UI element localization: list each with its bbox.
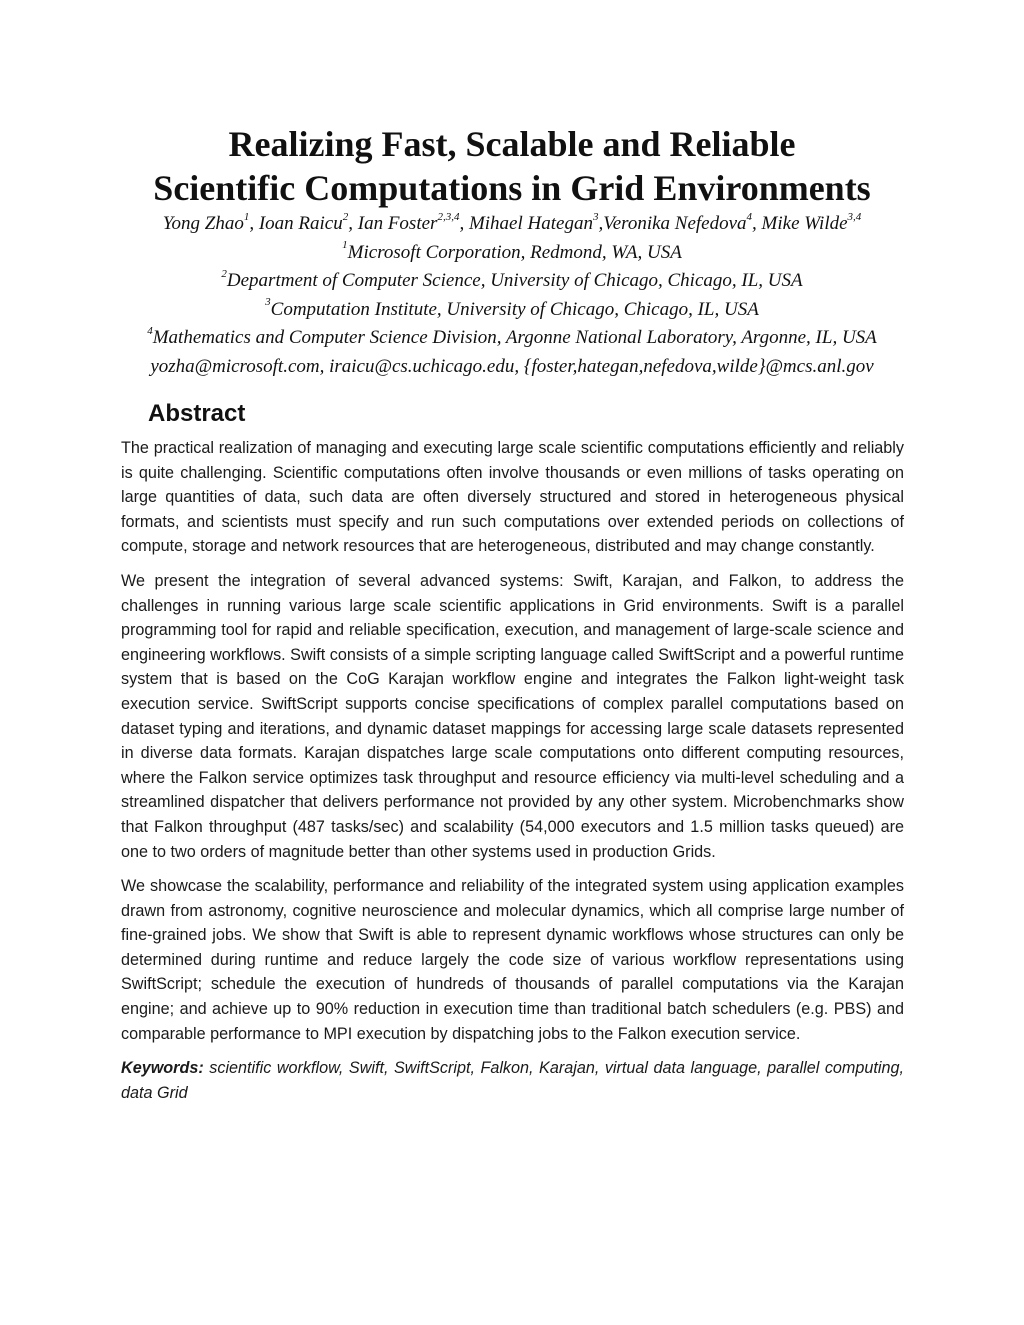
keywords-line (121, 1056, 904, 1105)
author-sup: 4 (746, 210, 753, 223)
author-sep: , (348, 213, 358, 234)
affiliation-text: Mathematics and Computer Science Division, Argonne National Laboratory, Argonne, IL, USA (152, 327, 877, 348)
author-name: Mike Wilde (761, 213, 848, 234)
title-line-2: Scientific Computations in Grid Environments (153, 168, 871, 208)
author-name: Mihael Hategan (468, 213, 593, 234)
author-emails: yozha@microsoft.com, iraicu@cs.uchicago.edu, {foster,hategan,nefedova,wilde}@mcs.anl.gov (150, 355, 874, 377)
keywords-label: Keywords: (121, 1059, 204, 1078)
author-sup: 2 (342, 210, 349, 223)
author-name: Yong Zhao (162, 213, 244, 234)
affiliation-text: Department of Computer Science, University of Chicago, Chicago, IL, USA (226, 270, 803, 291)
author-sep: , (249, 213, 259, 234)
affiliation-sup: 4 (147, 324, 153, 337)
affiliation-1 (0, 239, 1024, 268)
affiliation-text: Microsoft Corporation, Redmond, WA, USA (347, 241, 682, 263)
author-sup: 3,4 (847, 210, 862, 223)
abstract-paragraph-3: We showcase the scalability, performance and reliability of the integrated system using application examples drawn from astronomy, cognitive neuroscience and molecular dynamics, which all comprise large number of fine-grained jobs. We show that Swift is able to represent dynamic workflows whose structures can only be determined during runtime and reduce largely the code size of various workflow representations using SwiftScript; schedule the execution of hundreds of thousands of parallel computations via the Karajan engine; and achieve up to 90% reduction in execution time than traditional batch schedulers (e.g. PBS) and comparable performance to MPI execution by dispatching jobs to the Falkon execution service. (121, 877, 904, 1043)
author-affiliation-block (0, 210, 1024, 381)
author-name: Ian Foster (357, 213, 438, 234)
affiliation-sup: 1 (342, 239, 348, 252)
author-list (0, 210, 1024, 239)
author-sep: , (598, 213, 604, 234)
abstract-body (121, 436, 904, 1115)
abstract-paragraph-1: The practical realization of managing and executing large scale scientific computations efficiently and reliably is quite challenging. Scientific computations often involve thousands or even millions of tasks operating on large quantities of data, such data are often diversely structured and stored in heterogeneous physical formats, and scientists must specify and run such computations over extended periods on collections of compute, storage and network resources that are heterogeneous, distributed and may change constantly. (121, 439, 904, 556)
affiliation-2 (0, 267, 1024, 296)
author-sep: , (459, 213, 469, 234)
author-sup: 3 (592, 210, 599, 223)
author-name: Veronika Nefedova (603, 213, 747, 234)
keywords-list: scientific workflow, Swift, SwiftScript, Falkon, Karajan, virtual data language, parallel computing, data Grid (121, 1059, 904, 1102)
affiliation-text: Computation Institute, University of Chicago, Chicago, IL, USA (270, 298, 759, 320)
title-line-1: Realizing Fast, Scalable and Reliable (228, 124, 796, 164)
author-sep: , (752, 213, 762, 234)
affiliation-sup: 3 (265, 296, 271, 309)
author-sup: 1 (243, 210, 250, 223)
paper-title (0, 122, 1024, 210)
author-sup: 2,3,4 (437, 210, 460, 223)
abstract-paragraph-2: We present the integration of several advanced systems: Swift, Karajan, and Falkon, to address the challenges in running various large scale scientific applications in Grid environments. Swift is a parallel programming tool for rapid and reliable specification, execution, and management of large-scale science and engineering workflows. Swift consists of a simple scripting language called SwiftScript and a powerful runtime system that is based on the CoG Karajan workflow engine and integrates the Falkon light-weight task execution service. SwiftScript supports concise specifications of complex parallel computations based on dataset typing and iterations, and dynamic dataset mappings for accessing large scale datasets represented in diverse data formats. Karajan dispatches large scale computations onto different computing resources, where the Falkon service optimizes task throughput and resource efficiency via multi-level scheduling and a streamlined dispatcher that delivers performance not provided by any other system. Microbenchmarks show that Falkon throughput (487 tasks/sec) and scalability (54,000 executors and 1.5 million tasks queued) are one to two orders of magnitude better than other systems used in production Grids. (121, 571, 904, 861)
affiliation-sup: 2 (221, 267, 227, 280)
affiliation-4 (0, 324, 1024, 353)
affiliation-3 (0, 296, 1024, 325)
author-name: Ioan Raicu (258, 213, 343, 234)
abstract-heading: Abstract (148, 400, 246, 427)
